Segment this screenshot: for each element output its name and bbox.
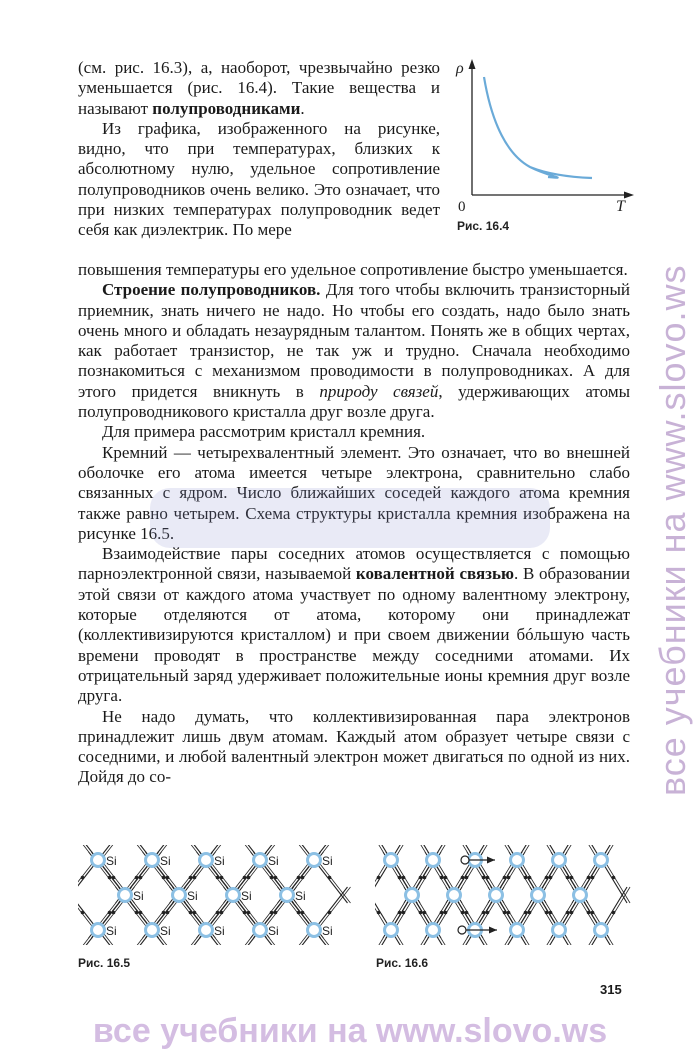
atom <box>427 854 440 867</box>
electron-dot <box>587 911 591 915</box>
atom <box>146 854 159 867</box>
atom-label: Si <box>322 924 333 938</box>
atom <box>385 854 398 867</box>
atom <box>281 889 294 902</box>
bond <box>604 887 630 930</box>
paragraph-1: (см. рис. 16.3), а, наоборот, чрезвычайно резко уменьшается (рис. 16.4). Такие вещества и называют полупроводниками. <box>78 58 440 118</box>
atom <box>146 924 159 937</box>
electron-dot <box>220 911 224 915</box>
text-column-narrow <box>78 58 440 241</box>
electron-dot <box>377 911 381 915</box>
atom <box>532 889 545 902</box>
hole <box>458 926 466 934</box>
bond <box>224 845 257 860</box>
electron-dot <box>524 876 528 880</box>
atom <box>406 889 419 902</box>
electron-dot <box>270 876 274 880</box>
atom-label: Si <box>160 924 171 938</box>
atom-label: Si <box>268 924 279 938</box>
bond <box>116 845 149 860</box>
electron-dot <box>135 911 139 915</box>
electron-dot <box>402 911 406 915</box>
atom <box>308 854 321 867</box>
atom-label: Si <box>133 889 144 903</box>
atom <box>92 854 105 867</box>
atom <box>553 854 566 867</box>
atom <box>173 889 186 902</box>
electron-dot <box>297 911 301 915</box>
electron-dot <box>108 876 112 880</box>
paragraph-6: Взаимодействие пары соседних атомов осуществляется с помощью парноэлектронной связи, называемой ковалентной связью. В образовании этой связи от каждого атома участвует по одному валентному электрону, которые отделяются от атома, которому они принадлежат (коллективизируются кристаллом) и при своем движении бóльшую часть времени проводят в пространстве между соседними атомами. Их отрицательный заряд удерживает положительные ионы кремния друг возле друга. <box>78 544 630 706</box>
bond <box>375 887 388 930</box>
bond <box>278 930 311 945</box>
bond <box>375 860 388 903</box>
bond <box>278 845 311 860</box>
electron-arrow <box>487 857 495 864</box>
axis-origin: 0 <box>458 199 466 215</box>
electron-dot <box>528 911 532 915</box>
atom-label: Si <box>214 854 225 868</box>
atom <box>254 854 267 867</box>
figure-16-6-caption: Рис. 16.6 <box>376 956 429 970</box>
electron-dot <box>503 911 507 915</box>
atom-label: Si <box>322 854 333 868</box>
text-column-full <box>78 260 630 788</box>
atom-label: Si <box>106 924 117 938</box>
atom <box>595 924 608 937</box>
figure-16-6-lattice <box>375 845 635 945</box>
atom-label: Si <box>268 854 279 868</box>
paragraph-2-continued: повышения температуры его удельное сопротивление быстро уменьшается. <box>78 260 628 279</box>
bond <box>170 845 203 860</box>
atom <box>595 854 608 867</box>
electron-dot <box>216 876 220 880</box>
electron-arrow <box>489 927 497 934</box>
watermark-vertical: все учебники на www.slovo.ws <box>652 264 693 796</box>
atom <box>511 924 524 937</box>
electron-dot <box>461 911 465 915</box>
atom <box>553 924 566 937</box>
electron-dot <box>612 911 616 915</box>
electron-dot <box>423 876 427 880</box>
electron-dot <box>545 911 549 915</box>
atom <box>308 924 321 937</box>
atom <box>511 854 524 867</box>
electron-dot <box>189 911 193 915</box>
atom-label: Si <box>160 854 171 868</box>
atom <box>574 889 587 902</box>
atom <box>200 854 213 867</box>
electron-dot <box>301 876 305 880</box>
watermark-bottom: все учебники на www.slovo.ws <box>92 1012 608 1050</box>
electron-dot <box>486 911 490 915</box>
electron-dot <box>328 876 332 880</box>
electron-dot <box>274 911 278 915</box>
atom <box>254 924 267 937</box>
atom <box>92 924 105 937</box>
atom-label: Si <box>214 924 225 938</box>
axis-label-rho: ρ <box>456 60 464 77</box>
resistivity-curve <box>484 77 592 178</box>
electron-dot <box>247 876 251 880</box>
figure-16-4-graph <box>450 55 640 215</box>
y-axis-arrow <box>469 59 476 69</box>
paragraph-5: Кремний — четырехвалентный элемент. Это означает, что во внешней оболочке его атома имеется четыре электрона, сравнительно слабо связанных с ядром. Число ближайших соседей каждого атома кремния также равно четырем. Схема структуры кристалла кремния изображена на рисунке 16.5. <box>78 442 630 543</box>
electron-dot <box>398 876 402 880</box>
atom-label: Si <box>187 889 198 903</box>
electron-dot <box>112 911 116 915</box>
x-axis-arrow <box>624 192 634 199</box>
electron-dot <box>193 876 197 880</box>
axis-label-t: T <box>616 198 625 215</box>
paragraph-4: Для примера рассмотрим кристалл кремния. <box>102 422 426 442</box>
electron-dot <box>570 911 574 915</box>
electron-dot <box>419 911 423 915</box>
bond <box>170 930 203 945</box>
atom <box>200 924 213 937</box>
electron-dot <box>166 911 170 915</box>
electron-dot <box>139 876 143 880</box>
electron-dot <box>162 876 166 880</box>
figure-16-5-caption: Рис. 16.5 <box>78 956 131 970</box>
electron-dot <box>81 911 85 915</box>
electron-dot <box>566 876 570 880</box>
electron-dot <box>591 876 595 880</box>
atom-label: Si <box>241 889 252 903</box>
atom <box>385 924 398 937</box>
atom <box>490 889 503 902</box>
atom <box>448 889 461 902</box>
atom <box>427 924 440 937</box>
electron-dot <box>81 876 85 880</box>
electron-dot <box>440 876 444 880</box>
bond <box>604 860 630 903</box>
electron-dot <box>612 876 616 880</box>
hole <box>461 856 469 864</box>
electron-dot <box>507 876 511 880</box>
bond <box>116 930 149 945</box>
atom-label: Si <box>295 889 306 903</box>
figure-16-4-caption: Рис. 16.4 <box>457 219 510 233</box>
electron-dot <box>465 876 469 880</box>
electron-dot <box>549 876 553 880</box>
figure-16-5-lattice <box>78 845 368 945</box>
atom <box>119 889 132 902</box>
electron-dot <box>482 876 486 880</box>
bond <box>224 930 257 945</box>
electron-dot <box>377 876 381 880</box>
page-number: 315 <box>600 982 622 997</box>
electron-dot <box>444 911 448 915</box>
paragraph-3: Строение полупроводников. Для того чтобы включить транзисторный приемник, знать ничего не надо. Но чтобы его создать, надо было знать очень много и обладать незаурядным талантом. Понять же в общих чертах, как работает транзистор, не так уж и трудно. Сначала необходимо познакомиться с механизмом проводимости в полупроводниках. А для этого придется вникнуть в природу связей, удерживающих атомы полупроводникового кристалла друг возле друга. <box>78 280 630 422</box>
atom-label: Si <box>106 854 117 868</box>
electron-dot <box>328 911 332 915</box>
electron-dot <box>243 911 247 915</box>
paragraph-2: Из графика, изображенного на рисунке, видно, что при температурах, близких к абсолютному нулю, удельное сопротивление полупроводников очень велико. Это означает, что при низких температурах полупроводник ведет себя как диэлектрик. По мере <box>78 118 440 240</box>
paragraph-7: Не надо думать, что коллективизированная пара электронов принадлежит лишь двум атомам. Каждый атом образует четыре связи с соседними, и любой валентный электрон может двигаться по одной из них. Дойдя до со- <box>78 706 630 787</box>
atom <box>227 889 240 902</box>
